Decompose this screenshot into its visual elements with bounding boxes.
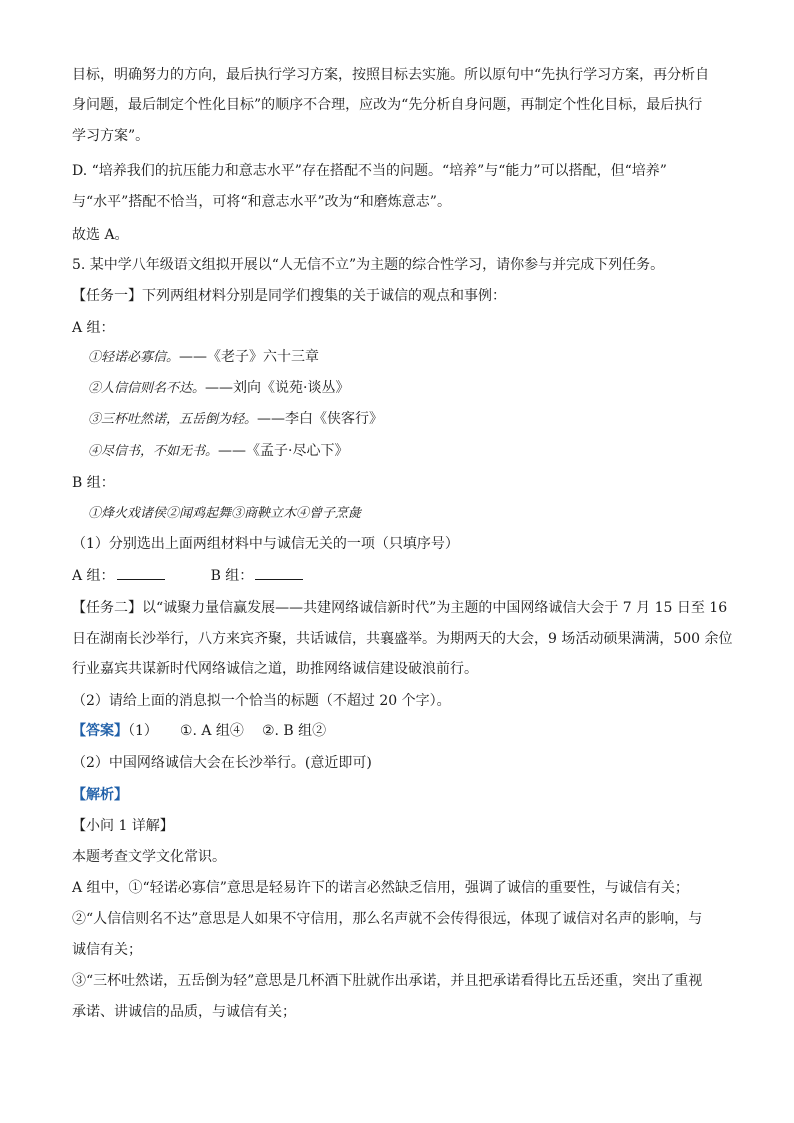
- paragraph-line: 承诺、讲诚信的品质，与诚信有关；: [72, 1004, 296, 1020]
- paragraph-line: 诚信有关；: [72, 942, 142, 958]
- paragraph-line: ②“人信信则名不达”意思是人如果不守信用，那么名声就不会传得很远，体现了诚信对名声的影响，与: [72, 911, 703, 927]
- quote-text: ②人信信则名不达。: [88, 381, 206, 396]
- paragraph-line: 行业嘉宾共谋新时代网络诚信之道，助推网络诚信建设破浪前行。: [72, 661, 478, 677]
- paragraph-line: 学习方案”。: [72, 128, 150, 144]
- answer-blanks-line: [72, 565, 724, 587]
- quote-text: ③三杯吐然诺，五岳倒为轻。: [88, 412, 258, 427]
- group-b-blank-label: B 组：: [210, 568, 254, 584]
- group-a-blank[interactable]: [117, 565, 165, 580]
- quote-text: ④尽信书，不如无书。: [88, 444, 219, 459]
- option-d-line: D. “培养我们的抗压能力和意志水平”存在搭配不当的问题。“培养”与“能力”可以搭配，但“培养”: [72, 163, 667, 179]
- answer-1b: ②. B 组②: [261, 723, 327, 739]
- group-a-item-3: [88, 408, 740, 431]
- group-b-label: B 组：: [72, 475, 115, 491]
- sub-question-2: （2）请给上面的消息拟一个恰当的标题（不超过 20 个字）。: [72, 693, 451, 709]
- group-a-item-1: [88, 346, 740, 369]
- quote-source: ——李白《侠客行》: [257, 411, 384, 427]
- paragraph-line: A 组中，①“轻诺必寡信”意思是轻易许下的诺言必然缺乏信用，强调了诚信的重要性，与诚信有关；: [72, 880, 689, 896]
- group-b-items: ①烽火戏诸侯②闻鸡起舞③商鞅立木④曾子烹彘: [88, 506, 362, 521]
- answer-line: [72, 720, 724, 742]
- quote-source: ——《孟子·尽心下》: [218, 443, 349, 459]
- sub-question-1: （1）分别选出上面两组材料中与诚信无关的一项（只填序号）: [72, 536, 459, 552]
- sub-question-1-detail-heading: 【小问 1 详解】: [72, 818, 174, 834]
- paragraph-line: ③“三杯吐然诺，五岳倒为轻”意思是几杯酒下肚就作出承诺，并且把承诺看得比五岳还重，突出了重视: [72, 973, 703, 989]
- group-a-blank-label: A 组：: [72, 568, 115, 584]
- group-a-item-4: [88, 440, 740, 463]
- group-a-label: A 组：: [72, 320, 115, 336]
- group-b-blank[interactable]: [255, 565, 303, 580]
- group-a-item-2: [88, 377, 740, 400]
- answer-label: 【答案】: [72, 723, 128, 739]
- paragraph-line: 本题考查文学文化常识。: [72, 849, 226, 865]
- task-one-heading: 【任务一】下列两组材料分别是同学们搜集的关于诚信的观点和事例：: [72, 288, 506, 304]
- paragraph-line: 身问题，最后制定个性化目标”的顺序不合理，应改为“先分析自身问题，再制定个性化目标，最后执行: [72, 97, 703, 113]
- question-5-stem: 5. 某中学八年级语文组拟开展以“人无信不立”为主题的综合性学习，请你参与并完成下列任务。: [72, 257, 665, 273]
- quote-text: ①轻诺必寡信。: [88, 350, 180, 365]
- paragraph-line: 目标，明确努力的方向，最后执行学习方案，按照目标去实施。所以原句中“先执行学习方案，再分析自: [72, 67, 710, 83]
- paragraph-line: 日在湖南长沙举行，八方来宾齐聚，共话诚信，共襄盛举。为期两天的大会，9 场活动硕果满满，500 余位: [72, 631, 733, 647]
- analysis-label: 【解析】: [72, 787, 128, 803]
- paragraph-line: 与“水平”搭配不恰当，可将“和意志水平”改为“和磨炼意志”。: [72, 194, 451, 210]
- answer-part-2: （2）中国网络诚信大会在长沙举行。(意近即可): [72, 755, 372, 771]
- quote-source: ——《老子》六十三章: [179, 349, 320, 365]
- answer-choice-line: 故选 A。: [72, 227, 129, 243]
- answer-part-1-prefix: （1）: [128, 723, 158, 739]
- quote-source: ——刘向《说苑·谈丛》: [205, 380, 350, 396]
- answer-1a: ①. A 组④: [179, 723, 244, 739]
- task-two-heading: 【任务二】以“诚聚力量信赢发展——共建网络诚信新时代”为主题的中国网络诚信大会于 7 月 15 日至 16: [72, 600, 728, 616]
